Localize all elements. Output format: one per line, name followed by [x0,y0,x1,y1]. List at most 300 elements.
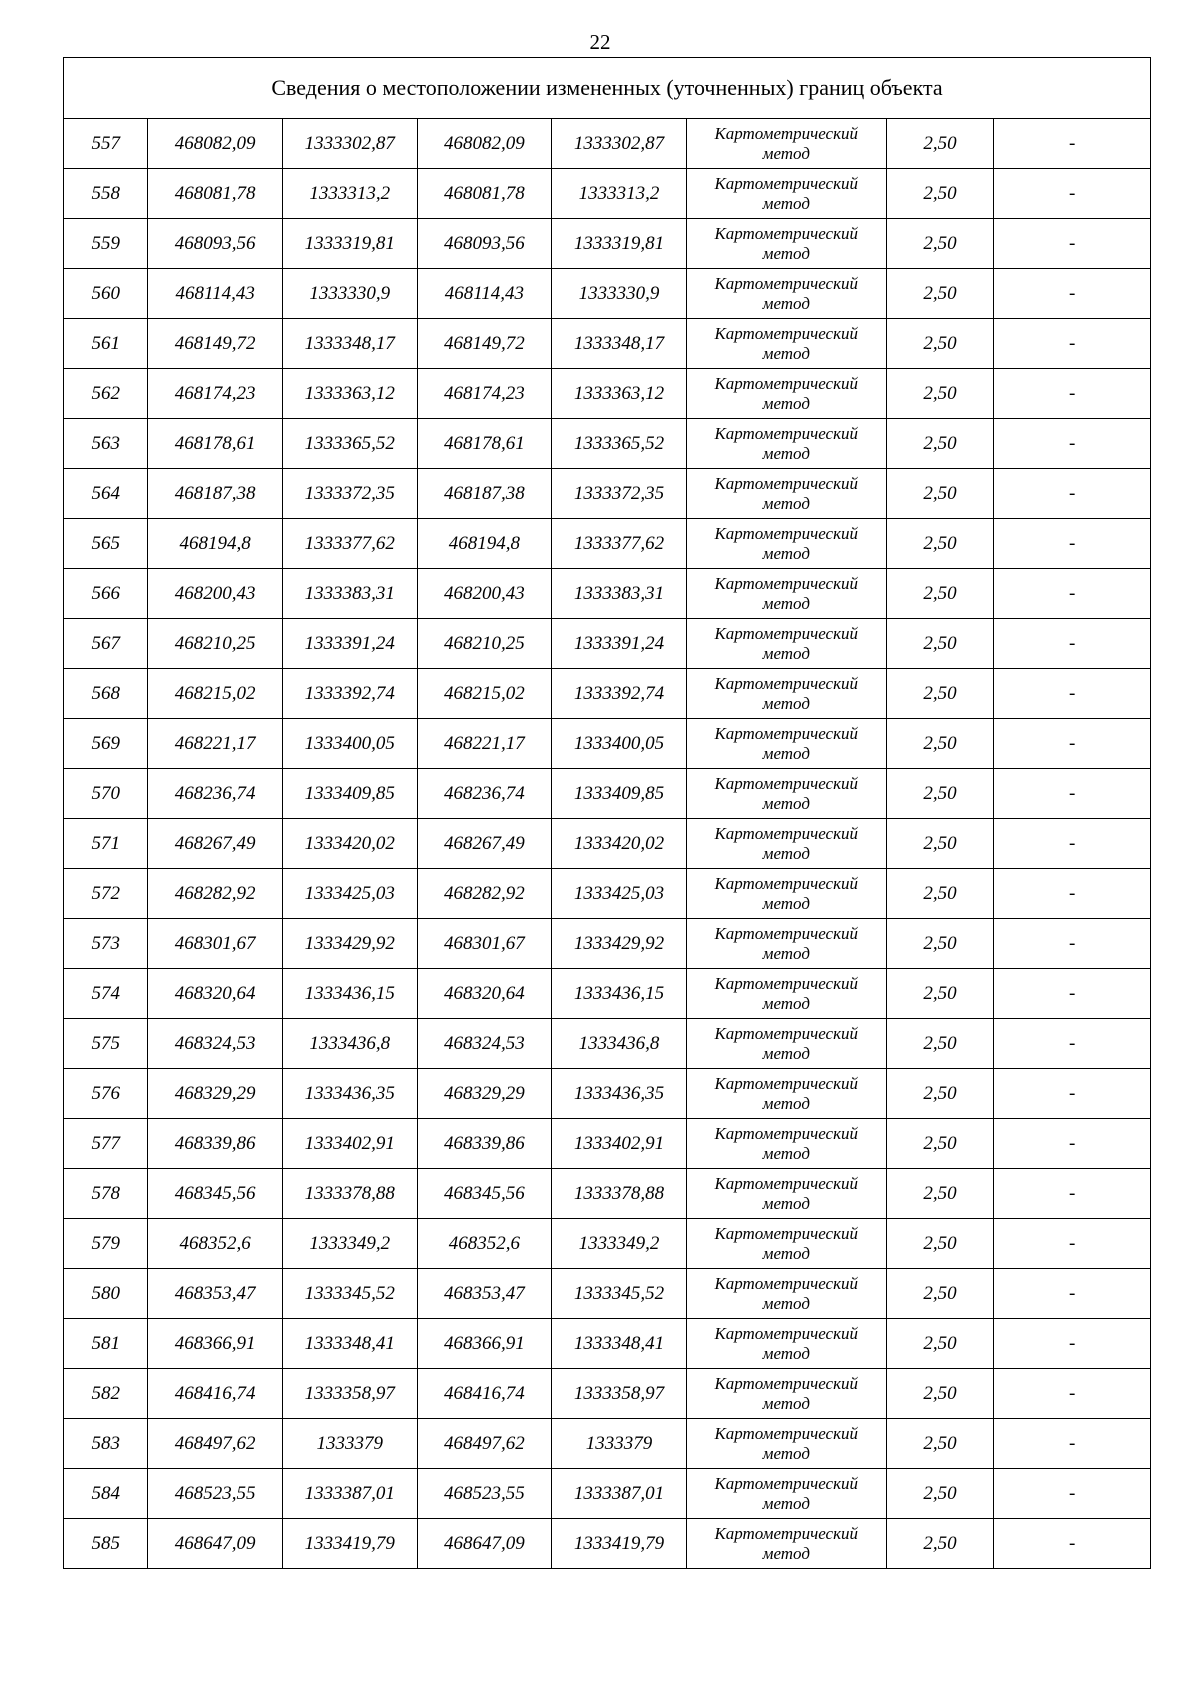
method-line-2: метод [762,343,810,363]
x-existing-cell: 468353,47 [148,1269,283,1319]
y-refined-cell: 1333392,74 [552,669,687,719]
y-existing-cell: 1333302,87 [282,119,417,169]
point-number-cell: 566 [64,569,148,619]
table-row [64,669,1151,719]
point-number-cell: 572 [64,869,148,919]
point-number-cell: 581 [64,1319,148,1369]
method-line-1: Картометрический [714,1223,859,1243]
accuracy-cell: 2,50 [886,719,993,769]
description-cell: - [994,519,1151,569]
accuracy-cell: 2,50 [886,969,993,1019]
point-number-cell: 568 [64,669,148,719]
table-row [64,119,1151,169]
accuracy-cell: 2,50 [886,1219,993,1269]
y-existing-cell: 1333387,01 [282,1469,417,1519]
description-cell: - [994,719,1151,769]
y-existing-cell: 1333348,17 [282,319,417,369]
y-existing-cell: 1333436,35 [282,1069,417,1119]
y-refined-cell: 1333345,52 [552,1269,687,1319]
y-refined-cell: 1333365,52 [552,419,687,469]
description-cell: - [994,1269,1151,1319]
method-cell [686,1019,886,1069]
method-line-2: метод [762,1393,810,1413]
accuracy-cell: 2,50 [886,919,993,969]
boundary-coordinates-table [63,57,1151,1569]
x-refined-cell: 468215,02 [417,669,552,719]
method-line-1: Картометрический [714,573,859,593]
table-row [64,419,1151,469]
y-refined-cell: 1333420,02 [552,819,687,869]
x-existing-cell: 468497,62 [148,1419,283,1469]
y-existing-cell: 1333378,88 [282,1169,417,1219]
description-cell: - [994,1519,1151,1569]
method-cell [686,1369,886,1419]
method-cell [686,369,886,419]
method-line-1: Картометрический [714,1423,859,1443]
method-line-1: Картометрический [714,873,859,893]
method-cell [686,919,886,969]
method-line-1: Картометрический [714,373,859,393]
y-refined-cell: 1333348,17 [552,319,687,369]
table-row [64,469,1151,519]
point-number-cell: 582 [64,1369,148,1419]
y-existing-cell: 1333313,2 [282,169,417,219]
method-line-2: метод [762,1143,810,1163]
x-existing-cell: 468324,53 [148,1019,283,1069]
method-line-1: Картометрический [714,723,859,743]
point-number-cell: 579 [64,1219,148,1269]
accuracy-cell: 2,50 [886,1369,993,1419]
accuracy-cell: 2,50 [886,869,993,919]
x-refined-cell: 468366,91 [417,1319,552,1369]
accuracy-cell: 2,50 [886,319,993,369]
x-refined-cell: 468282,92 [417,869,552,919]
accuracy-cell: 2,50 [886,769,993,819]
y-existing-cell: 1333436,8 [282,1019,417,1069]
y-refined-cell: 1333363,12 [552,369,687,419]
point-number-cell: 584 [64,1469,148,1519]
y-refined-cell: 1333379 [552,1419,687,1469]
x-refined-cell: 468267,49 [417,819,552,869]
y-refined-cell: 1333436,15 [552,969,687,1019]
y-refined-cell: 1333436,8 [552,1019,687,1069]
y-refined-cell: 1333425,03 [552,869,687,919]
accuracy-cell: 2,50 [886,369,993,419]
x-existing-cell: 468082,09 [148,119,283,169]
method-cell [686,1069,886,1119]
method-line-1: Картометрический [714,823,859,843]
y-existing-cell: 1333377,62 [282,519,417,569]
point-number-cell: 575 [64,1019,148,1069]
x-existing-cell: 468174,23 [148,369,283,419]
y-refined-cell: 1333358,97 [552,1369,687,1419]
description-cell: - [994,1119,1151,1169]
description-cell: - [994,669,1151,719]
table-row [64,519,1151,569]
x-existing-cell: 468366,91 [148,1319,283,1369]
method-line-2: метод [762,893,810,913]
y-existing-cell: 1333419,79 [282,1519,417,1569]
x-existing-cell: 468282,92 [148,869,283,919]
y-existing-cell: 1333425,03 [282,869,417,919]
method-line-1: Картометрический [714,523,859,543]
table-row [64,769,1151,819]
method-line-1: Картометрический [714,473,859,493]
description-cell: - [994,119,1151,169]
y-existing-cell: 1333372,35 [282,469,417,519]
method-line-2: метод [762,1293,810,1313]
y-refined-cell: 1333313,2 [552,169,687,219]
point-number-cell: 564 [64,469,148,519]
table-row [64,1069,1151,1119]
accuracy-cell: 2,50 [886,1419,993,1469]
x-refined-cell: 468523,55 [417,1469,552,1519]
method-cell [686,1269,886,1319]
method-cell [686,1419,886,1469]
method-cell [686,1519,886,1569]
x-existing-cell: 468339,86 [148,1119,283,1169]
table-title: Сведения о местоположении измененных (уточненных) границ объекта [64,58,1151,119]
table-row [64,1469,1151,1519]
x-refined-cell: 468345,56 [417,1169,552,1219]
table-row [64,219,1151,269]
description-cell: - [994,1069,1151,1119]
description-cell: - [994,869,1151,919]
method-line-2: метод [762,1043,810,1063]
method-cell [686,1169,886,1219]
method-cell [686,969,886,1019]
method-cell [686,169,886,219]
method-cell [686,219,886,269]
accuracy-cell: 2,50 [886,619,993,669]
x-refined-cell: 468301,67 [417,919,552,969]
x-refined-cell: 468416,74 [417,1369,552,1419]
point-number-cell: 569 [64,719,148,769]
method-line-1: Картометрический [714,1273,859,1293]
y-refined-cell: 1333378,88 [552,1169,687,1219]
point-number-cell: 559 [64,219,148,269]
x-existing-cell: 468416,74 [148,1369,283,1419]
table-row [64,819,1151,869]
method-line-1: Картометрический [714,1123,859,1143]
y-refined-cell: 1333391,24 [552,619,687,669]
method-cell [686,569,886,619]
method-line-2: метод [762,943,810,963]
table-row [64,569,1151,619]
table-row [64,1269,1151,1319]
method-cell [686,319,886,369]
accuracy-cell: 2,50 [886,819,993,869]
description-cell: - [994,969,1151,1019]
table-row [64,1119,1151,1169]
table-row [64,169,1151,219]
table-row [64,969,1151,1019]
table-row [64,269,1151,319]
x-refined-cell: 468329,29 [417,1069,552,1119]
method-line-1: Картометрический [714,1473,859,1493]
method-cell [686,819,886,869]
table-row [64,869,1151,919]
accuracy-cell: 2,50 [886,1069,993,1119]
point-number-cell: 583 [64,1419,148,1469]
method-line-2: метод [762,1493,810,1513]
x-refined-cell: 468353,47 [417,1269,552,1319]
description-cell: - [994,1169,1151,1219]
y-existing-cell: 1333358,97 [282,1369,417,1419]
point-number-cell: 561 [64,319,148,369]
description-cell: - [994,569,1151,619]
description-cell: - [994,1469,1151,1519]
method-line-1: Картометрический [714,173,859,193]
method-line-2: метод [762,843,810,863]
accuracy-cell: 2,50 [886,569,993,619]
point-number-cell: 570 [64,769,148,819]
y-existing-cell: 1333365,52 [282,419,417,469]
y-refined-cell: 1333429,92 [552,919,687,969]
x-refined-cell: 468339,86 [417,1119,552,1169]
y-refined-cell: 1333383,31 [552,569,687,619]
table-row [64,1519,1151,1569]
x-existing-cell: 468210,25 [148,619,283,669]
y-refined-cell: 1333330,9 [552,269,687,319]
x-existing-cell: 468236,74 [148,769,283,819]
point-number-cell: 585 [64,1519,148,1569]
x-existing-cell: 468221,17 [148,719,283,769]
description-cell: - [994,1219,1151,1269]
description-cell: - [994,1319,1151,1369]
x-existing-cell: 468178,61 [148,419,283,469]
x-refined-cell: 468194,8 [417,519,552,569]
y-existing-cell: 1333383,31 [282,569,417,619]
method-line-1: Картометрический [714,1373,859,1393]
description-cell: - [994,169,1151,219]
method-line-2: метод [762,543,810,563]
method-line-1: Картометрический [714,273,859,293]
table-row [64,1319,1151,1369]
x-existing-cell: 468352,6 [148,1219,283,1269]
accuracy-cell: 2,50 [886,519,993,569]
x-refined-cell: 468497,62 [417,1419,552,1469]
x-existing-cell: 468523,55 [148,1469,283,1519]
x-refined-cell: 468093,56 [417,219,552,269]
method-cell [686,619,886,669]
method-line-1: Картометрический [714,623,859,643]
y-refined-cell: 1333319,81 [552,219,687,269]
method-cell [686,1319,886,1369]
x-existing-cell: 468267,49 [148,819,283,869]
method-line-1: Картометрический [714,323,859,343]
accuracy-cell: 2,50 [886,419,993,469]
method-line-1: Картометрический [714,1523,859,1543]
table-row [64,919,1151,969]
description-cell: - [994,269,1151,319]
accuracy-cell: 2,50 [886,119,993,169]
accuracy-cell: 2,50 [886,669,993,719]
method-line-1: Картометрический [714,1323,859,1343]
x-refined-cell: 468082,09 [417,119,552,169]
y-refined-cell: 1333419,79 [552,1519,687,1569]
method-cell [686,769,886,819]
x-existing-cell: 468081,78 [148,169,283,219]
table-row [64,1219,1151,1269]
method-line-2: метод [762,1443,810,1463]
method-cell [686,419,886,469]
x-existing-cell: 468647,09 [148,1519,283,1569]
x-existing-cell: 468200,43 [148,569,283,619]
description-cell: - [994,1019,1151,1069]
x-existing-cell: 468194,8 [148,519,283,569]
x-refined-cell: 468647,09 [417,1519,552,1569]
accuracy-cell: 2,50 [886,1469,993,1519]
x-existing-cell: 468149,72 [148,319,283,369]
accuracy-cell: 2,50 [886,1319,993,1369]
x-refined-cell: 468324,53 [417,1019,552,1069]
y-refined-cell: 1333372,35 [552,469,687,519]
description-cell: - [994,1419,1151,1469]
x-refined-cell: 468149,72 [417,319,552,369]
point-number-cell: 567 [64,619,148,669]
method-cell [686,119,886,169]
accuracy-cell: 2,50 [886,1119,993,1169]
y-refined-cell: 1333409,85 [552,769,687,819]
point-number-cell: 560 [64,269,148,319]
x-refined-cell: 468200,43 [417,569,552,619]
y-refined-cell: 1333436,35 [552,1069,687,1119]
y-existing-cell: 1333436,15 [282,969,417,1019]
x-refined-cell: 468236,74 [417,769,552,819]
table-row [64,619,1151,669]
method-line-2: метод [762,593,810,613]
point-number-cell: 580 [64,1269,148,1319]
method-line-1: Картометрический [714,123,859,143]
x-existing-cell: 468301,67 [148,919,283,969]
y-refined-cell: 1333387,01 [552,1469,687,1519]
description-cell: - [994,419,1151,469]
method-line-1: Картометрический [714,423,859,443]
table-row [64,719,1151,769]
method-line-1: Картометрический [714,773,859,793]
y-existing-cell: 1333345,52 [282,1269,417,1319]
point-number-cell: 574 [64,969,148,1019]
point-number-cell: 558 [64,169,148,219]
table-row [64,369,1151,419]
y-existing-cell: 1333429,92 [282,919,417,969]
method-line-1: Картометрический [714,1073,859,1093]
page-number: 22 [589,30,611,54]
x-existing-cell: 468093,56 [148,219,283,269]
x-refined-cell: 468178,61 [417,419,552,469]
y-existing-cell: 1333400,05 [282,719,417,769]
method-line-2: метод [762,193,810,213]
method-line-2: метод [762,1193,810,1213]
y-existing-cell: 1333420,02 [282,819,417,869]
description-cell: - [994,219,1151,269]
method-line-1: Картометрический [714,973,859,993]
method-line-2: метод [762,393,810,413]
y-existing-cell: 1333348,41 [282,1319,417,1369]
x-refined-cell: 468174,23 [417,369,552,419]
y-existing-cell: 1333379 [282,1419,417,1469]
y-existing-cell: 1333392,74 [282,669,417,719]
description-cell: - [994,619,1151,669]
point-number-cell: 573 [64,919,148,969]
x-existing-cell: 468329,29 [148,1069,283,1119]
method-line-2: метод [762,293,810,313]
description-cell: - [994,769,1151,819]
x-refined-cell: 468187,38 [417,469,552,519]
point-number-cell: 565 [64,519,148,569]
method-line-2: метод [762,743,810,763]
method-cell [686,1219,886,1269]
x-existing-cell: 468215,02 [148,669,283,719]
point-number-cell: 576 [64,1069,148,1119]
accuracy-cell: 2,50 [886,269,993,319]
method-line-2: метод [762,243,810,263]
accuracy-cell: 2,50 [886,219,993,269]
y-refined-cell: 1333377,62 [552,519,687,569]
description-cell: - [994,319,1151,369]
y-refined-cell: 1333402,91 [552,1119,687,1169]
method-line-1: Картометрический [714,923,859,943]
y-existing-cell: 1333402,91 [282,1119,417,1169]
table-row [64,1169,1151,1219]
point-number-cell: 577 [64,1119,148,1169]
method-line-2: метод [762,993,810,1013]
point-number-cell: 578 [64,1169,148,1219]
method-line-1: Картометрический [714,1023,859,1043]
method-line-1: Картометрический [714,223,859,243]
description-cell: - [994,469,1151,519]
method-cell [686,869,886,919]
description-cell: - [994,819,1151,869]
method-line-1: Картометрический [714,1173,859,1193]
method-line-2: метод [762,493,810,513]
y-refined-cell: 1333348,41 [552,1319,687,1369]
y-existing-cell: 1333349,2 [282,1219,417,1269]
y-existing-cell: 1333409,85 [282,769,417,819]
method-line-2: метод [762,1243,810,1263]
method-line-1: Картометрический [714,673,859,693]
method-line-2: метод [762,143,810,163]
x-existing-cell: 468187,38 [148,469,283,519]
method-cell [686,269,886,319]
y-existing-cell: 1333391,24 [282,619,417,669]
table-row [64,319,1151,369]
method-cell [686,519,886,569]
description-cell: - [994,369,1151,419]
x-refined-cell: 468081,78 [417,169,552,219]
accuracy-cell: 2,50 [886,169,993,219]
method-cell [686,1119,886,1169]
method-line-2: метод [762,1343,810,1363]
table-row [64,1419,1151,1469]
y-existing-cell: 1333330,9 [282,269,417,319]
x-refined-cell: 468114,43 [417,269,552,319]
method-line-2: метод [762,1093,810,1113]
method-line-2: метод [762,643,810,663]
point-number-cell: 557 [64,119,148,169]
method-line-2: метод [762,793,810,813]
accuracy-cell: 2,50 [886,469,993,519]
x-existing-cell: 468114,43 [148,269,283,319]
method-cell [686,469,886,519]
y-existing-cell: 1333319,81 [282,219,417,269]
y-existing-cell: 1333363,12 [282,369,417,419]
y-refined-cell: 1333302,87 [552,119,687,169]
x-refined-cell: 468221,17 [417,719,552,769]
method-line-2: метод [762,1543,810,1563]
description-cell: - [994,1369,1151,1419]
